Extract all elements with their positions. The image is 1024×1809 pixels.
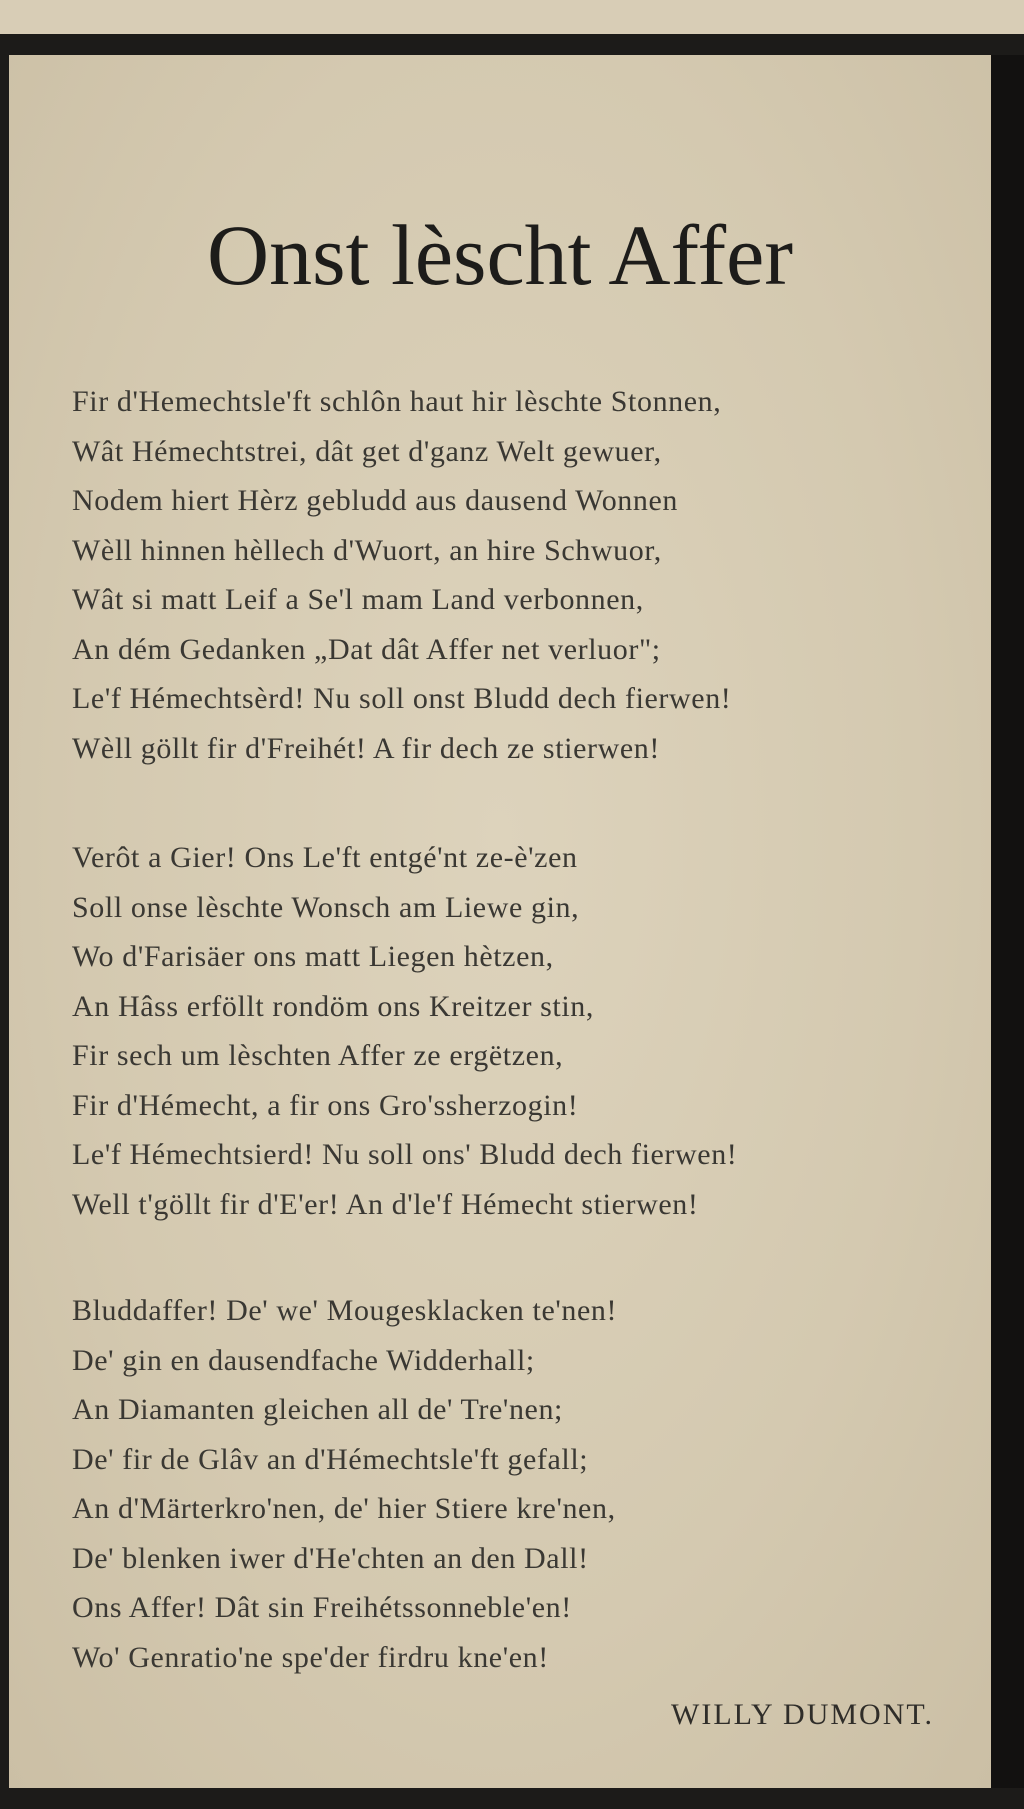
poem-line: Bluddaffer! De' we' Mougesklacken te'nen! — [72, 1294, 618, 1327]
poem-line: Le'f Hémechtsèrd! Nu soll onst Bludd dech fierwen! — [72, 682, 732, 715]
poem-line: Fir d'Hémecht, a fir ons Gro'ssherzogin! — [72, 1088, 579, 1122]
poem-line: Wât Hémechtstrei, dât get d'ganz Welt gewuer, — [72, 434, 662, 468]
poem-line: Wèll göllt fir d'Freihét! A fir dech ze stierwen! — [72, 731, 660, 765]
poem-line: Wât si matt Leif a Se'l mam Land verbonnen, — [72, 583, 644, 616]
poem-line: Le'f Hémechtsierd! Nu soll ons' Bludd dech fierwen! — [72, 1138, 738, 1171]
poem-line: An Diamanten gleichen all de' Tre'nen; — [72, 1393, 563, 1426]
poem-line: De' gin en dausendfache Widderhall; — [72, 1343, 535, 1377]
stanza-1 — [72, 377, 952, 773]
stanza-3 — [72, 1286, 952, 1682]
frame-right-edge — [991, 55, 1024, 1788]
poem-title: Onst lèscht Affer — [207, 207, 793, 303]
poem-line: Ons Affer! Dât sin Freihétssonneble'en! — [72, 1591, 572, 1624]
poem-line: De' fir de Glâv an d'Hémechtsle'ft gefall; — [72, 1442, 589, 1476]
poem-page — [9, 55, 991, 1788]
poem-line: Fir sech um lèschten Affer ze ergëtzen, — [72, 1039, 564, 1072]
poem-line: Well t'göllt fir d'E'er! An d'le'f Hémecht stierwen! — [72, 1187, 699, 1221]
stanza-2 — [72, 833, 952, 1229]
poem-line: Wo d'Farisäer ons matt Liegen hètzen, — [72, 940, 554, 973]
poem-line: Fir d'Hemechtsle'ft schlôn haut hir lèschte Stonnen, — [72, 385, 722, 418]
poem-line: An Hâss erföllt rondöm ons Kreitzer stin, — [72, 989, 595, 1023]
top-background-strip — [0, 0, 1024, 38]
poem-line: Wèll hinnen hèllech d'Wuort, an hire Schwuor, — [72, 533, 662, 567]
poem-line: De' blenken iwer d'He'chten an den Dall! — [72, 1541, 589, 1575]
poem-line: An d'Märterkro'nen, de' hier Stiere kre'nen, — [72, 1492, 616, 1525]
author-signature: WILLY DUMONT. — [671, 1698, 934, 1731]
poem-line: Verôt a Gier! Ons Le'ft entgé'nt ze-è'zen — [72, 841, 578, 874]
poem-line: Soll onse lèschte Wonsch am Liewe gin, — [72, 890, 580, 924]
poem-line: Nodem hiert Hèrz gebludd aus dausend Wonnen — [72, 484, 679, 517]
poem-line: Wo' Genratio'ne spe'der firdru kne'en! — [72, 1640, 549, 1674]
poem-line: An dém Gedanken „Dat dât Affer net verluor"; — [72, 632, 661, 666]
